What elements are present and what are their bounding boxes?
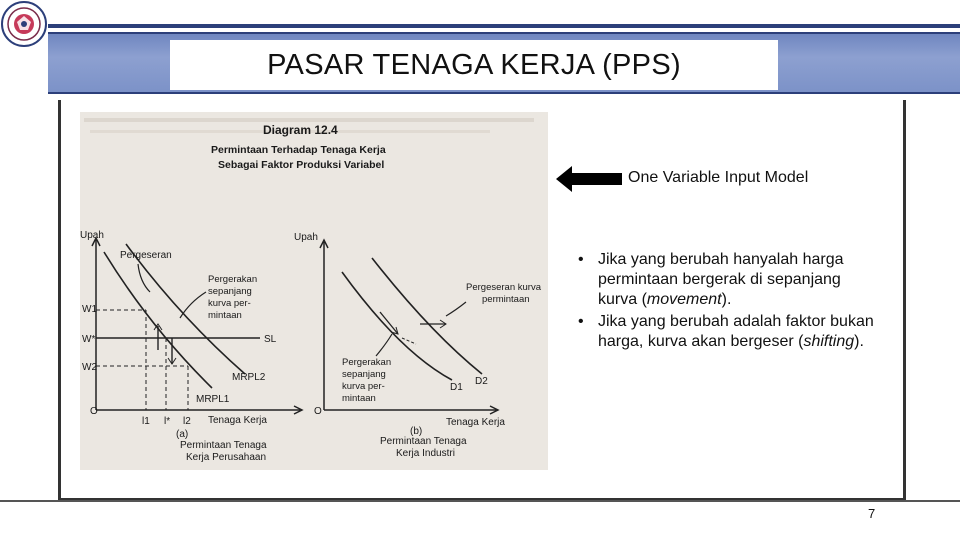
lstar-label: l* — [164, 416, 171, 427]
bullet-text-1: Jika yang berubah hanyalah harga permintaan bergerak di sepanjang kurva (movement). — [598, 251, 844, 308]
left-origin: O — [90, 406, 98, 417]
right-y-label: Upah — [294, 232, 318, 243]
d2-label: D2 — [475, 376, 488, 387]
right-x-label: Tenaga Kerja — [446, 417, 505, 428]
mrp1-label: MRPL1 — [196, 394, 230, 405]
left-shift-label: Pergeseran — [120, 250, 172, 261]
wstar-label: W* — [82, 334, 96, 345]
left-caption-2: Kerja Perusahaan — [186, 452, 267, 463]
right-origin: O — [314, 406, 322, 417]
l1-label: l1 — [142, 416, 150, 427]
right-move-label-3: kurva per- — [342, 381, 385, 392]
university-seal-icon — [0, 0, 48, 48]
left-move-label-4: mintaan — [208, 310, 242, 321]
diagram-subtitle-1: Permintaan Terhadap Tenaga Kerja — [211, 144, 386, 156]
left-move-label-2: sepanjang — [208, 286, 252, 297]
right-move-label-4: mintaan — [342, 393, 376, 404]
title-box — [170, 40, 778, 90]
right-move-label-1: Pergerakan — [342, 357, 392, 368]
left-y-label: Upah — [80, 230, 104, 241]
bottom-rule — [0, 500, 960, 502]
right-panel-tag: (b) — [410, 426, 423, 437]
w1-label: W1 — [82, 304, 97, 315]
left-x-label: Tenaga Kerja — [208, 415, 267, 426]
left-panel-tag: (a) — [176, 429, 189, 440]
bullet-list — [574, 250, 874, 354]
left-arrow-icon — [556, 166, 624, 192]
left-move-label-3: kurva per- — [208, 298, 251, 309]
right-shift-label-1: Pergeseran kurva — [466, 282, 541, 293]
left-move-label-1: Pergerakan — [208, 274, 258, 285]
right-shift-label-2: permintaan — [482, 294, 530, 305]
page-number: 7 — [868, 506, 876, 521]
mrp2-label: MRPL2 — [232, 372, 266, 383]
right-caption-1: Permintaan Tenaga — [380, 436, 467, 447]
bullet-item-shifting — [574, 312, 874, 352]
bullet-item-movement — [574, 250, 874, 310]
diagram-subtitle-2: Sebagai Faktor Produksi Variabel — [218, 159, 385, 171]
d1-label: D1 — [450, 382, 463, 393]
page-title: PASAR TENAGA KERJA (PPS) — [267, 48, 681, 81]
right-move-label-2: sepanjang — [342, 369, 386, 380]
model-label: One Variable Input Model — [628, 169, 809, 186]
diagram-image — [80, 112, 548, 470]
top-rule — [48, 24, 960, 28]
diagram-heading: Diagram 12.4 — [263, 123, 338, 137]
w2-label: W2 — [82, 362, 97, 373]
right-caption-2: Kerja Industri — [396, 448, 455, 459]
sl-label: SL — [264, 334, 277, 345]
left-caption-1: Permintaan Tenaga — [180, 440, 267, 451]
l2-label: l2 — [183, 416, 191, 427]
bullet-text-2: Jika yang berubah adalah faktor bukan harga, kurva akan bergeser (shifting). — [598, 313, 874, 350]
